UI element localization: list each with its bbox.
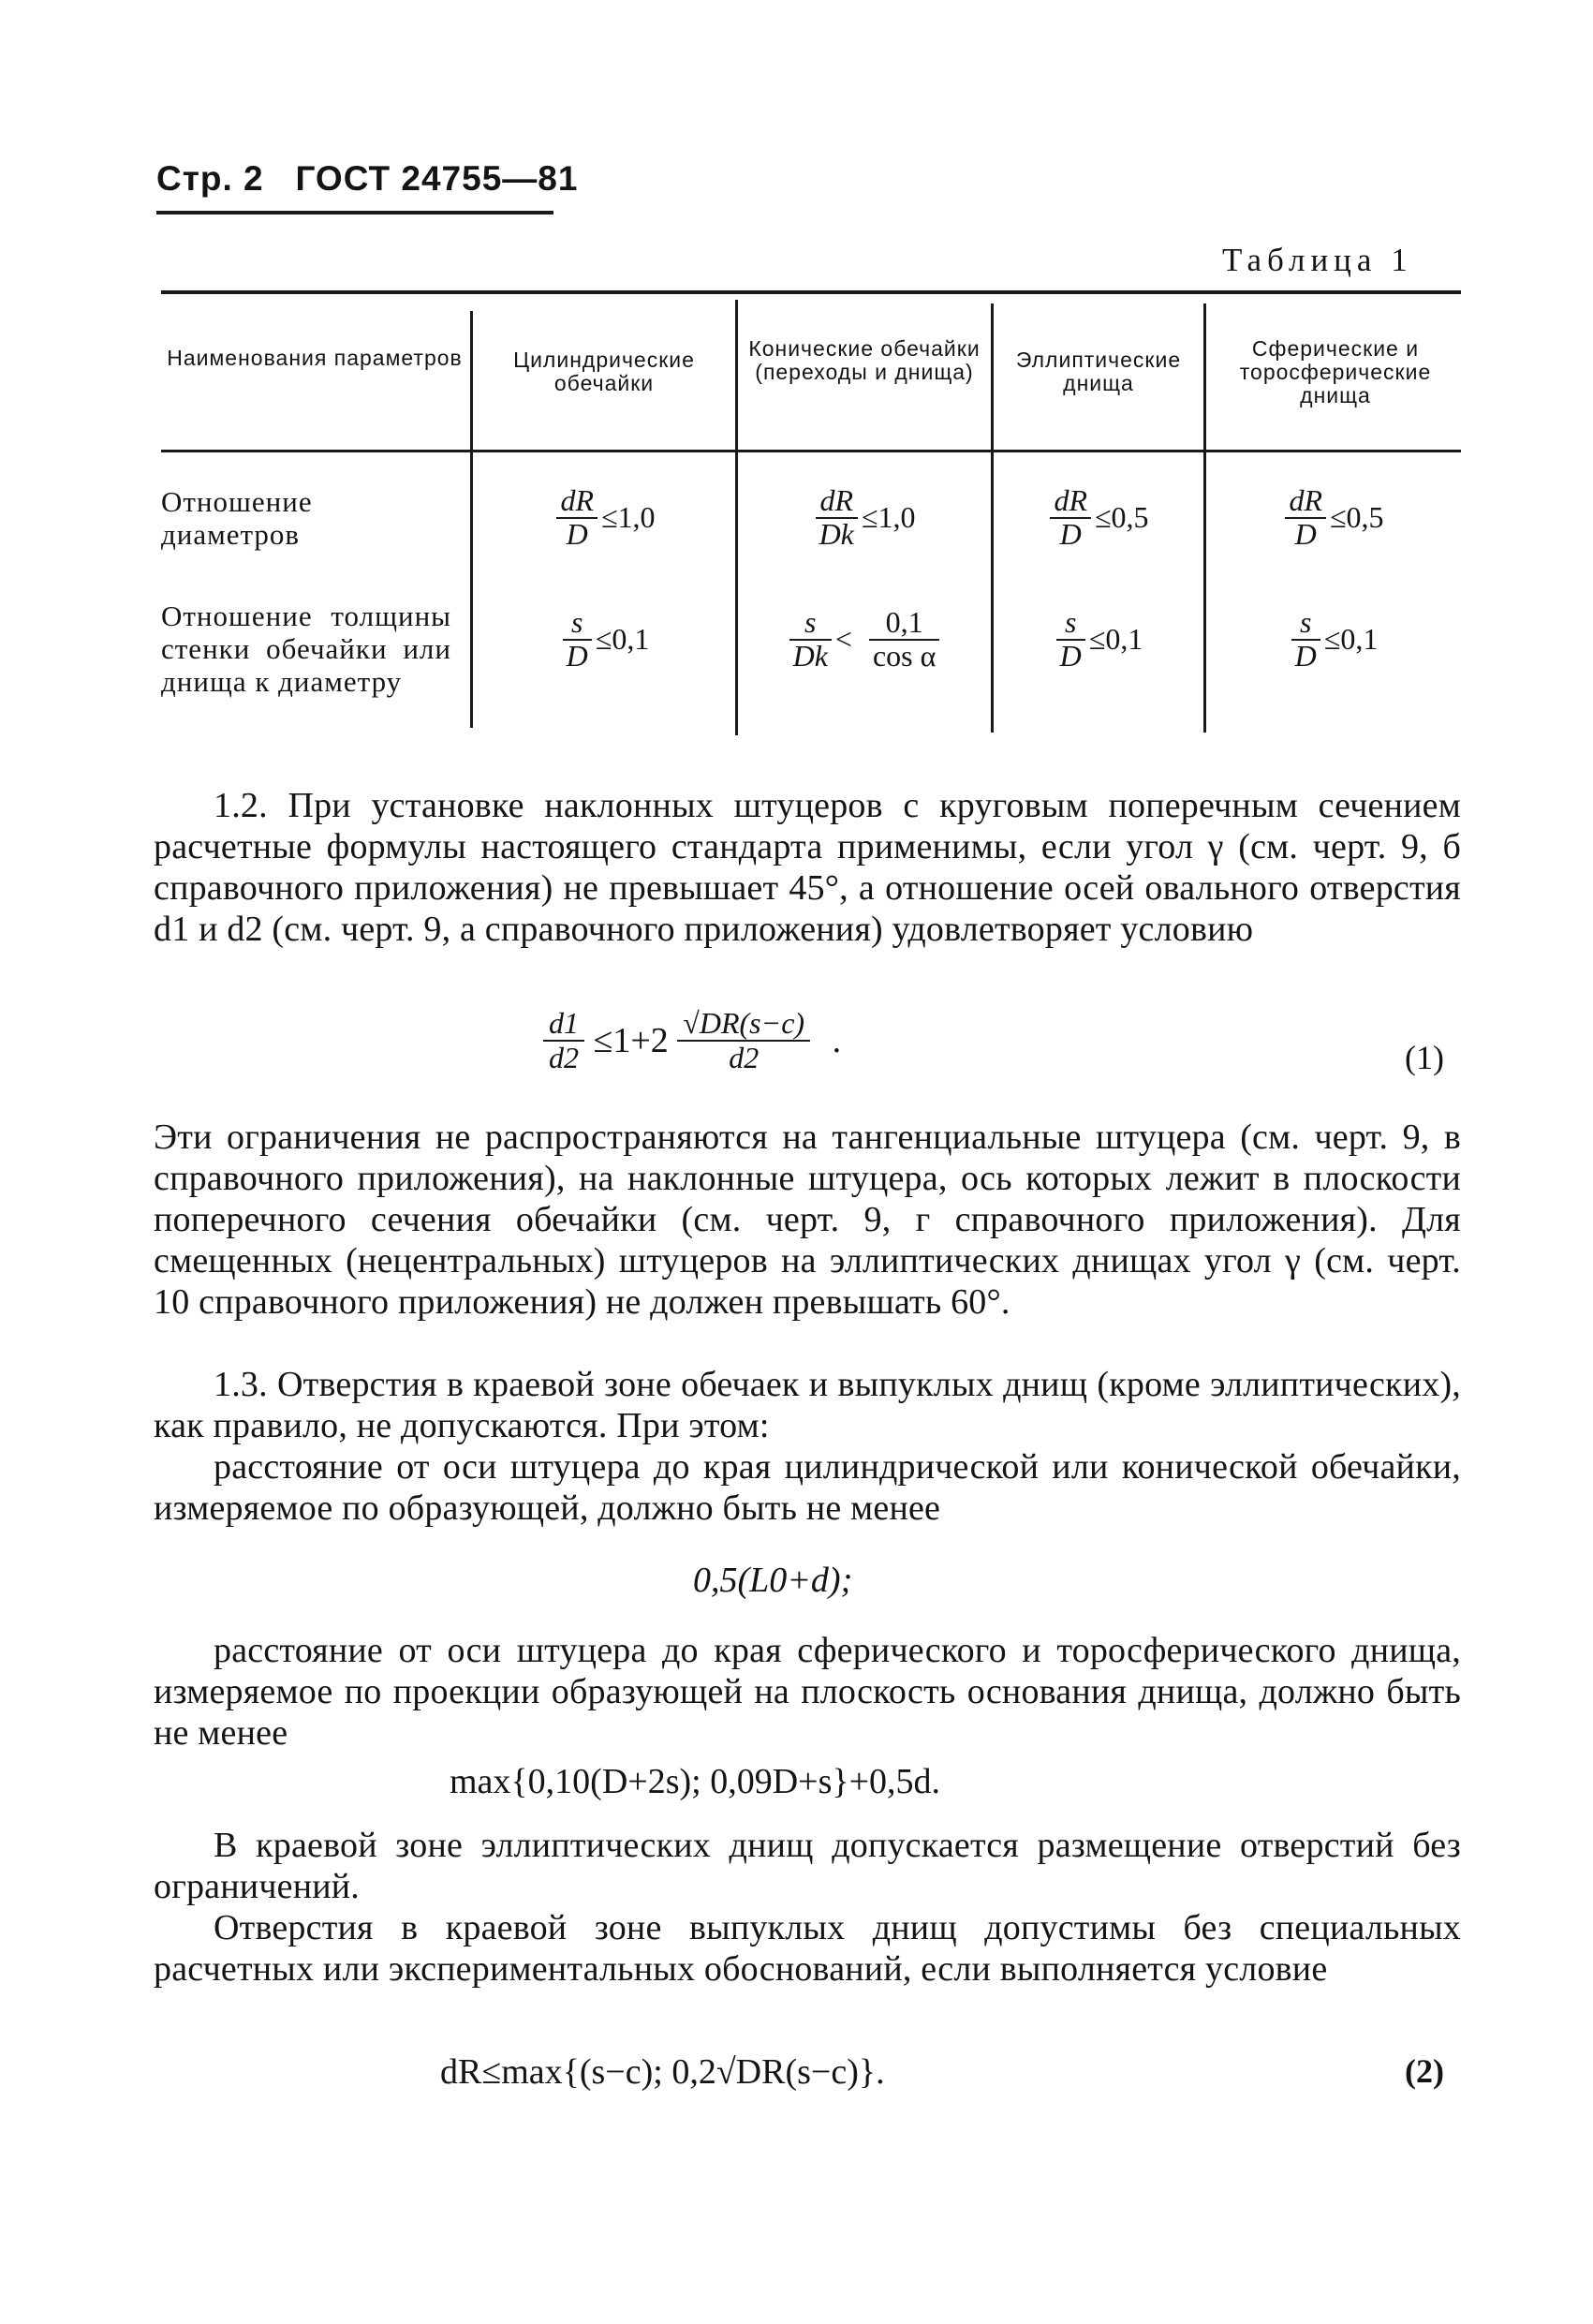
cell-elliptic-thickness: $\frac{s}{D}$ ≤0,1 xyxy=(998,607,1201,672)
cell-conical-thickness: $\frac{s}{Dk}$ < $\frac{0,1}{\text{cos α}}$ xyxy=(738,607,991,672)
table-col-divider xyxy=(1203,303,1206,733)
table-col-divider xyxy=(991,303,994,733)
cell-cylindrical-thickness: $\frac{s}{D}$ ≤0,1 xyxy=(479,607,732,672)
row-label-diameters: Отношение диаметров xyxy=(161,485,313,551)
page-number: Стр. 2 xyxy=(156,159,264,198)
formula-edge-distance-shell: 0,5(L0+d); xyxy=(693,1561,853,1600)
paragraph-1-2-continued: Эти ограничения не распространяются на тангенциальные штуцера (см. черт. 9, в справочного приложения), на наклонные штуцера, ось которых лежит в плоскости поперечного сечения обечайки (см. черт. 9, г справочного приложения). Для смещенных (нецентральных) штуцеров на эллиптических днищах угол γ (см. черт. 10 справочного приложения) не должен превышать 60°. xyxy=(154,1118,1461,1322)
standard-code: ГОСТ 24755—81 xyxy=(295,159,579,198)
col-header-parameters: Наименования параметров xyxy=(167,346,463,370)
table-col-divider xyxy=(470,311,473,728)
formula-1-number: (1) xyxy=(1405,1039,1444,1076)
paragraph-1-2: 1.2. При установке наклонных штуцеров с круговым поперечным сечением расчетные формулы настоящего стандарта применимы, если угол γ (см. черт. 9, б справочного приложения) не превышает 45°, а отношение осей овального отверстия d1 и d2 (см. черт. 9, а справочного приложения) удовлетворяет условию xyxy=(154,786,1461,949)
col-header-elliptic: Эллиптические днища xyxy=(1015,348,1182,395)
paragraph-1-3-elliptic: В краевой зоне эллиптических днищ допускается размещение отверстий без ограничений. xyxy=(154,1826,1461,1906)
table-header-rule xyxy=(161,450,1461,452)
paragraph-1-3-cylindrical: расстояние от оси штуцера до края цилиндрической или конической обечайки, измеряемое по образующей, должно быть не менее xyxy=(154,1447,1461,1528)
page-header xyxy=(156,159,578,199)
formula-1: $\frac{d1}{d2}$ ≤1+2 $\frac{√DR(s-c)}{d2}$ . xyxy=(543,1007,841,1074)
formula-2-number: (2) xyxy=(1405,2052,1444,2090)
parameters-table xyxy=(161,290,1461,754)
table-top-rule xyxy=(161,290,1461,294)
paragraph-1-3-conditions: Отверстия в краевой зоне выпуклых днищ допустимы без специальных расчетных или экспериментальных обоснований, если выполняется условие xyxy=(154,1908,1461,1989)
paragraph-1-3: 1.3. Отверстия в краевой зоне обечаек и выпуклых днищ (кроме эллиптических), как правило, не допускаются. При этом: xyxy=(154,1365,1461,1445)
formula-edge-distance-head: max{0,10(D+2s); 0,09D+s}+0,5d. xyxy=(450,1762,941,1801)
col-header-conical: Конические обечайки (переходы и днища) xyxy=(748,336,981,384)
cell-spherical-thickness: $\frac{s}{D}$ ≤0,1 xyxy=(1210,607,1459,672)
cell-conical-diameter: $\frac{dR}{Dk}$ ≤1,0 xyxy=(744,485,987,550)
table-caption: Таблица 1 xyxy=(1222,242,1413,278)
formula-2: dR≤max{(s−c); 0,2√DR(s−c)}. xyxy=(440,2052,885,2092)
cell-elliptic-diameter: $\frac{dR}{D}$ ≤0,5 xyxy=(998,485,1201,550)
row-label-thickness: Отношение толщины стенки обечайки или днища к диаметру xyxy=(161,600,451,698)
cell-cylindrical-diameter: $\frac{dR}{D}$ ≤1,0 xyxy=(479,485,732,550)
header-rule xyxy=(156,211,553,215)
paragraph-1-3-spherical: расстояние от оси штуцера до края сферического и торосферического днища, измеряемое по проекции образующей на плоскость основания днища, должно быть не менее xyxy=(154,1631,1461,1753)
col-header-spherical: Сферические и торосферические днища xyxy=(1239,336,1432,407)
cell-spherical-diameter: $\frac{dR}{D}$ ≤0,5 xyxy=(1210,485,1459,550)
col-header-cylindrical: Цилиндрические обечайки xyxy=(513,348,695,395)
